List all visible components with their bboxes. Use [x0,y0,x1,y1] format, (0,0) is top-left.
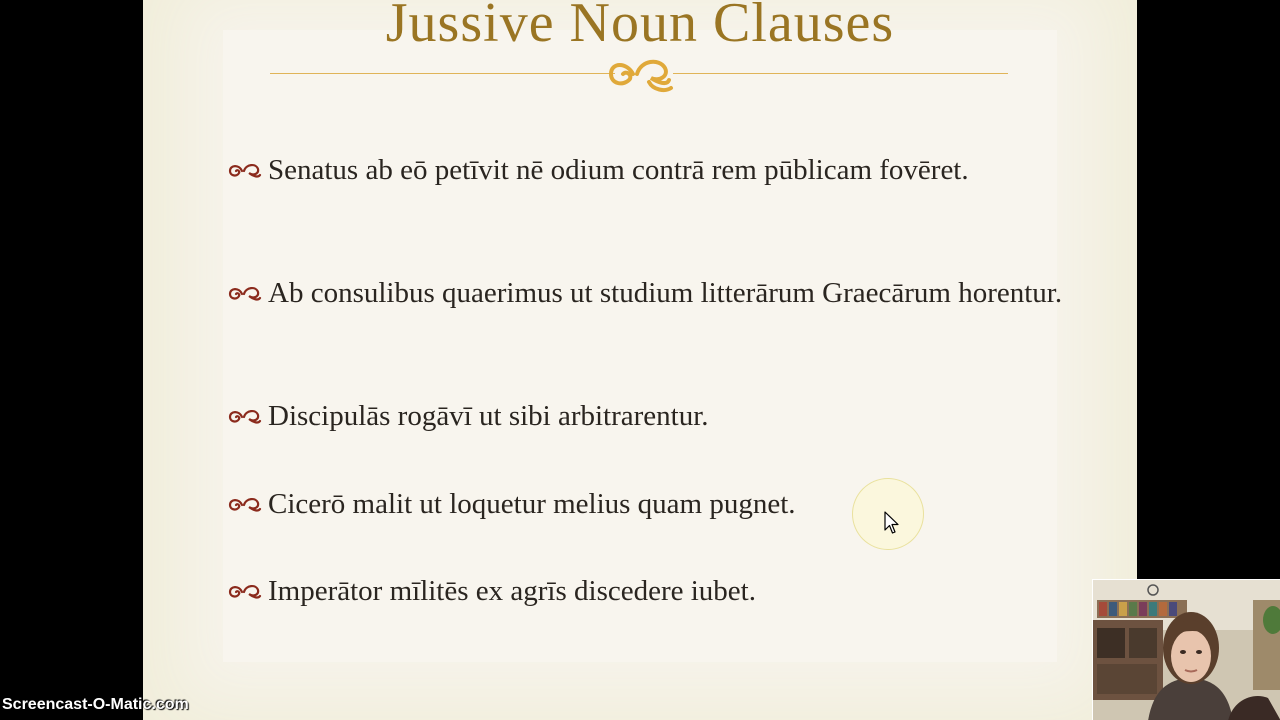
bullet-item [228,275,1108,311]
slide-title: Jussive Noun Clauses [385,0,895,54]
swirl-bullet-icon [228,495,262,515]
bullet-text: Ab consulibus quaerimus ut studium litterārum Graecārum horentur. [268,277,1063,309]
bullet-item [228,486,1108,522]
bullet-text: Senatus ab eō petīvit nē odium contrā rem pūblicam fovēret. [268,154,969,186]
bullet-item [228,152,1108,188]
title-rule-right [673,73,1008,74]
swirl-bullet-icon [228,407,262,427]
webcam-presenter-icon [1093,580,1280,720]
swirl-bullet-icon [228,161,262,181]
bullet-text: Discipulās rogāvī ut sibi arbitrarentur. [268,400,709,432]
bullet-item [228,398,1108,434]
bullet-text: Imperātor mīlitēs ex agrīs discedere iubet. [268,575,756,607]
mouse-pointer-icon [884,511,900,535]
bullet-text: Cicerō malit ut loquetur melius quam pugnet. [268,488,796,520]
title-rule-left [270,73,615,74]
webcam-overlay [1092,579,1280,720]
presentation-slide [143,0,1137,720]
screencast-watermark: Screencast-O-Matic.com [2,696,189,713]
swirl-bullet-icon [228,582,262,602]
swirl-bullet-icon [228,284,262,304]
bullet-item [228,573,1108,609]
slide-content-panel [223,30,1057,662]
title-flourish-icon [603,52,679,96]
